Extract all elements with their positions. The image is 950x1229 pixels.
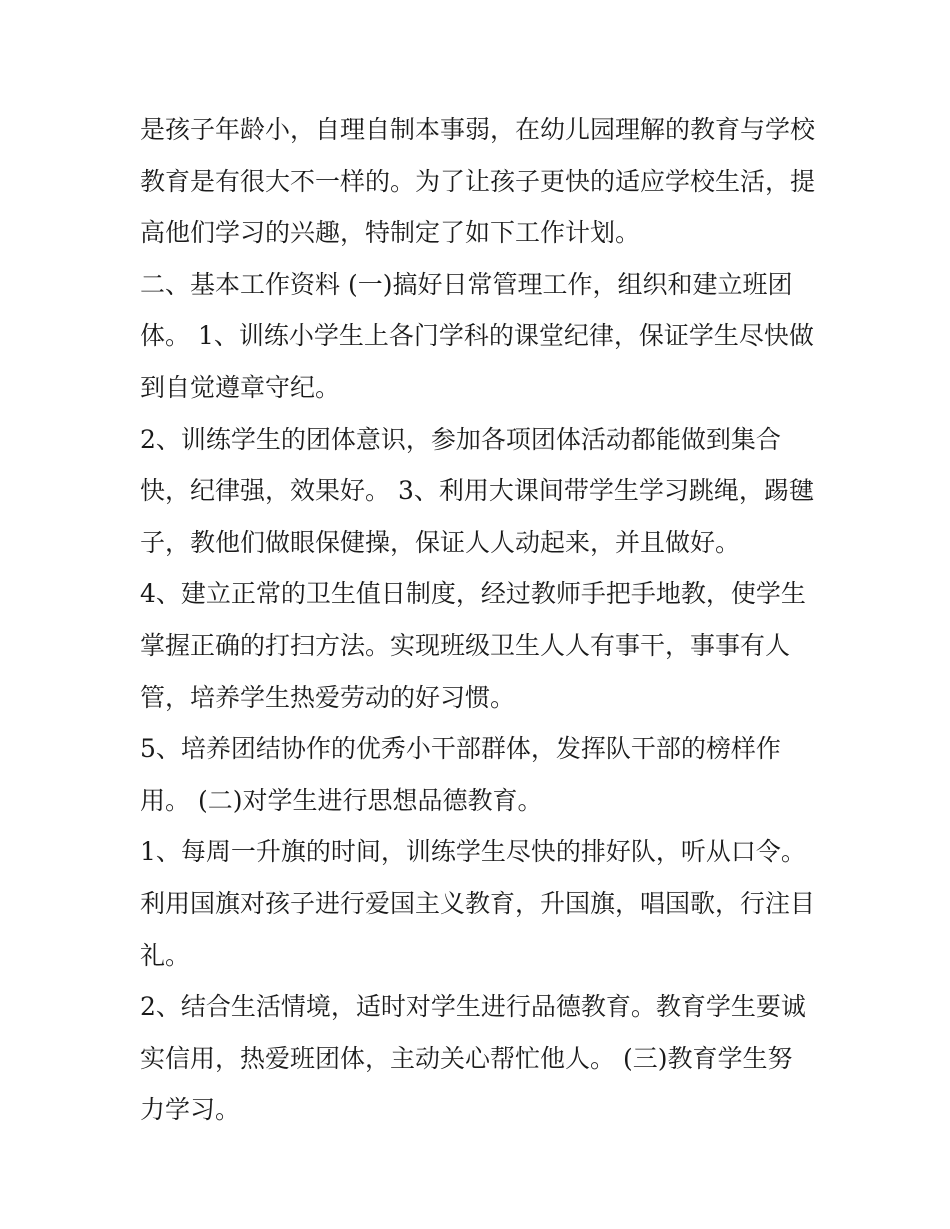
text-line: 利用国旗对孩子进行爱国主义教育，升国旗，唱国歌，行注目 <box>140 888 816 918</box>
text-line: 2、训练学生的团体意识，参加各项团体活动都能做到集合 <box>140 424 781 454</box>
text-line: 高他们学习的兴趣，特制定了如下工作计划。 <box>140 218 641 248</box>
text-line: 力学习。 <box>140 1095 241 1125</box>
text-line: 是孩子年龄小，自理自制本事弱，在幼儿园理解的教育与学校 <box>140 115 816 144</box>
text-line: 教育是有很大不一样的。为了让孩子更快的适应学校生活，提 <box>140 166 816 196</box>
text-line: 到自觉遵章守纪。 <box>140 372 341 402</box>
text-line: 礼。 <box>140 940 191 970</box>
text-line: 1、每周一升旗的时间，训练学生尽快的排好队，听从口令。 <box>140 837 806 867</box>
text-line: 二、基本工作资料 (一)搞好日常管理工作，组织和建立班团 <box>140 269 793 299</box>
text-line: 管，培养学生热爱劳动的好习惯。 <box>140 682 516 712</box>
text-line: 实信用，热爱班团体，主动关心帮忙他人。 (三)教育学生努 <box>140 1043 793 1073</box>
text-line: 5、培养团结协作的优秀小干部群体，发挥队干部的榜样作 <box>140 734 781 764</box>
document-body <box>140 104 820 1136</box>
text-line: 2、结合生活情境，适时对学生进行品德教育。教育学生要诚 <box>140 992 806 1022</box>
text-line: 快，纪律强，效果好。 3、利用大课间带学生学习跳绳，踢毽 <box>140 476 814 506</box>
text-line: 用。 (二)对学生进行思想品德教育。 <box>140 785 543 815</box>
text-line: 掌握正确的打扫方法。实现班级卫生人人有事干，事事有人 <box>140 630 791 660</box>
text-line: 子，教他们做眼保健操，保证人人动起来，并且做好。 <box>140 527 741 557</box>
text-line: 4、建立正常的卫生值日制度，经过教师手把手地教，使学生 <box>140 579 806 609</box>
text-line: 体。 1、训练小学生上各门学科的课堂纪律，保证学生尽快做 <box>140 321 814 351</box>
